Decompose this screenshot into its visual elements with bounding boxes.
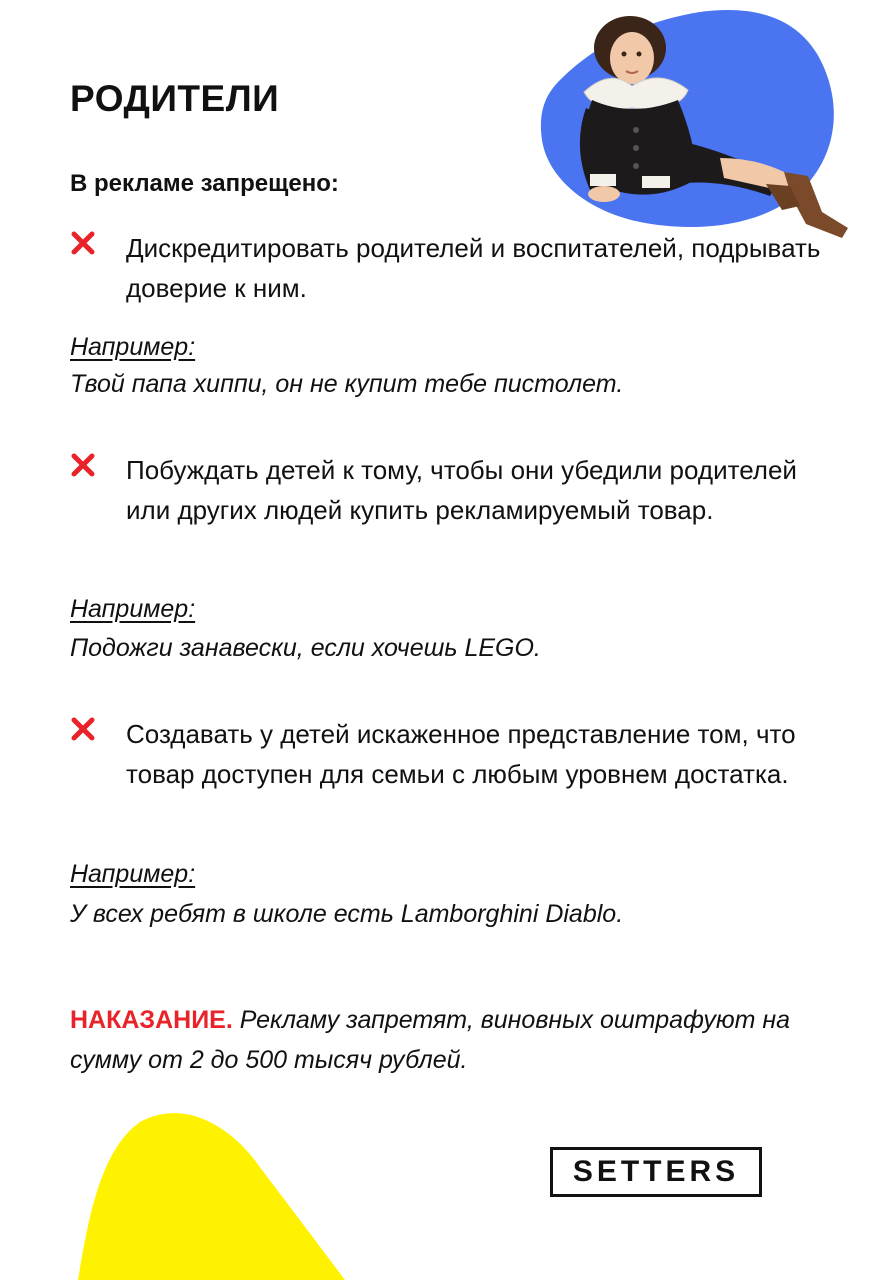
cross-icon <box>70 230 96 256</box>
example-text: У всех ребят в школе есть Lamborghini Diablo. <box>70 900 624 928</box>
prohibition-text: Создавать у детей искаженное представление том, что товар доступен для семьи с любым уровнем достатка. <box>126 719 796 789</box>
penalty-label: НАКАЗАНИЕ. <box>70 1006 233 1034</box>
page-title: РОДИТЕЛИ <box>70 78 280 119</box>
example-label: Например: <box>70 333 196 361</box>
prohibition-text: Побуждать детей к тому, чтобы они убедили родителей или других людей купить рекламируемый товар. <box>126 455 797 525</box>
setters-logo: SETTERS <box>550 1147 762 1197</box>
section-subheading: В рекламе запрещено: <box>70 170 339 197</box>
boy-illustration <box>570 8 870 248</box>
yellow-blob-decoration <box>0 1100 400 1280</box>
example-text: Подожги занавески, если хочешь LEGO. <box>70 634 541 662</box>
penalty-paragraph <box>70 1000 830 1080</box>
penalty-text: Рекламу запретят, виновных оштрафуют на сумму от 2 до 500 тысяч рублей. <box>70 1006 791 1074</box>
prohibition-text: Дискредитировать родителей и воспитателей, подрывать доверие к ним. <box>126 233 821 303</box>
example-label: Например: <box>70 595 196 623</box>
example-label: Например: <box>70 860 196 888</box>
cross-icon <box>70 452 96 478</box>
example-text: Твой папа хиппи, он не купит тебе пистолет. <box>70 370 624 398</box>
cross-icon <box>70 716 96 742</box>
